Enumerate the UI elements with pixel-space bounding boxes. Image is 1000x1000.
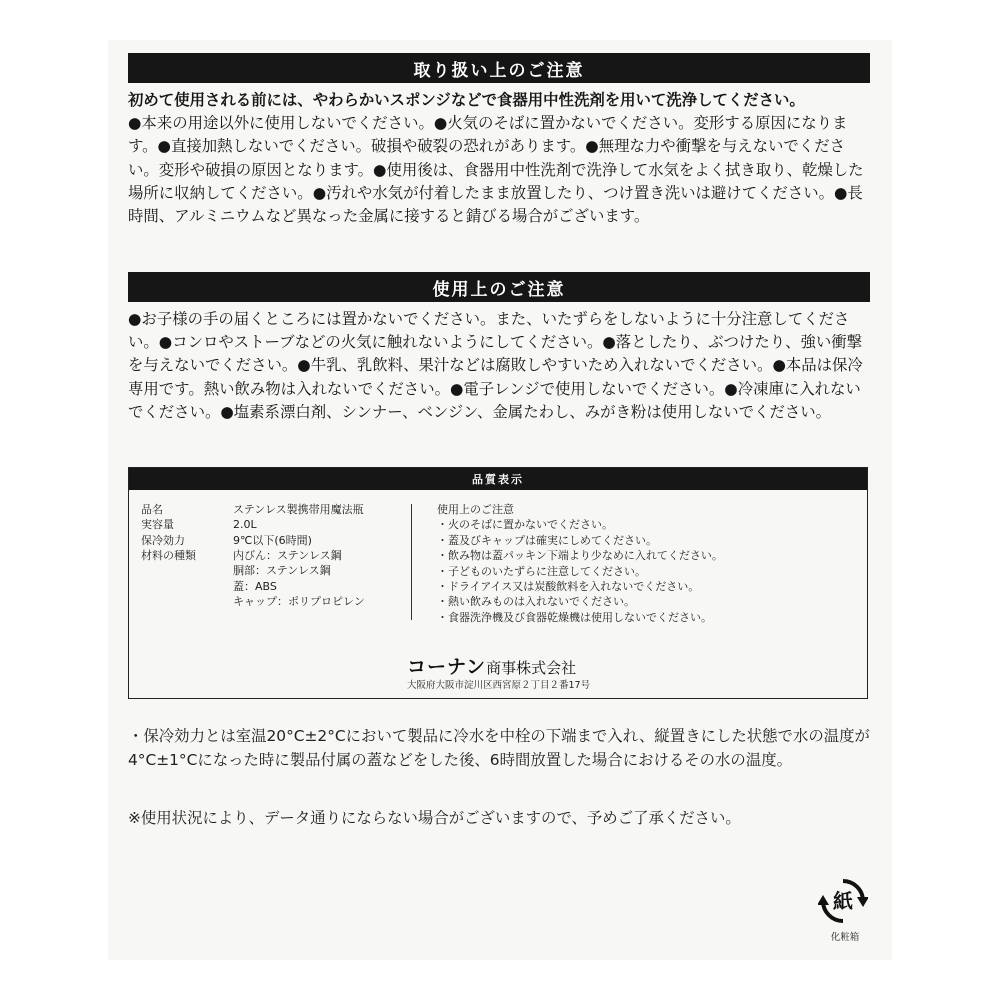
paper-recycle-icon-svg: [818, 876, 868, 926]
spec-value: 胴部：ステンレス鋼: [233, 564, 331, 578]
paper-recycle-icon: [818, 876, 868, 926]
usage-disclaimer-note: ※使用状況により、データ通りにならない場合がございますので、予めご了承ください。: [128, 809, 741, 827]
usage-paragraph: [128, 308, 873, 424]
caution-item: ・食器洗浄機及び食器乾燥機は使用しないでください。: [437, 610, 712, 624]
caution-item: ・子どものいたずらに注意してください。: [437, 564, 646, 578]
spec-value: 9℃以下(6時間): [233, 533, 312, 547]
quality-label-header: [129, 468, 867, 490]
recycle-label: 化粧箱: [830, 932, 860, 943]
caution-item: ・火のそばに置かないでください。: [437, 518, 613, 532]
caution-item: ・蓋及びキャップは確実にしめてください。: [437, 533, 657, 547]
maker-company-suffix: 商事株式会社: [486, 659, 577, 677]
spec-row: [141, 579, 277, 594]
caution-item: ・熱い飲みものは入れないでください。: [437, 595, 635, 609]
quality-cautions-title: 使用上のご注意: [437, 503, 514, 516]
column-divider: [411, 504, 412, 620]
spec-value: キャップ：ポリプロピレン: [233, 594, 365, 608]
quality-label-box: [128, 467, 868, 699]
spec-label: 実容量: [141, 518, 174, 532]
spec-label: 品名: [141, 503, 163, 516]
spec-value: 内びん：ステンレス鋼: [233, 548, 342, 562]
maker-address: 大阪府大阪市淀川区西宮原２丁目２番17号: [407, 680, 591, 691]
spec-label: 保冷効力: [141, 533, 185, 547]
spec-value: 2.0L: [233, 518, 257, 532]
handling-paragraph: [128, 89, 873, 228]
caution-item: ・飲み物は蓋パッキン下端より少なめに入れてください。: [437, 549, 723, 563]
caution-item: ・ドライアイス又は炭酸飲料を入れないでください。: [437, 580, 700, 594]
section-heading-handling-text: 取り扱い上のご注意: [413, 60, 585, 81]
section-heading-usage: [128, 272, 870, 302]
section-heading-handling: [128, 53, 870, 83]
quality-label-title: 品質表示: [472, 473, 524, 486]
recycle-mark-char: 紙: [833, 889, 853, 913]
spec-row: [141, 533, 312, 548]
spec-row: [141, 594, 365, 609]
spec-value: ステンレス製携帯用魔法瓶: [233, 503, 364, 516]
maker-brand: コーナン: [407, 656, 487, 678]
spec-value: 蓋：ABS: [233, 579, 277, 593]
section-heading-usage-text: 使用上のご注意: [432, 279, 566, 300]
quality-cautions: [437, 502, 723, 625]
maker-name: [407, 652, 576, 679]
spec-row: [141, 502, 364, 517]
usage-body-text: ●お子様の手の届くところには置かないでください。また、いたずらをしないように十分注意してください。●コンロやストーブなどの火気に触れないようにしてください。●落としたり、ぶつけたり、強い衝撃を与えないでください。●牛乳、乳飲料、果汁などは腐敗しやすいため入れないでください。●本品は保冷専用です。熱い飲み物は入れないでください。●電子レンジで使用しないでください。●冷凍庫に入れないでください。●塩素系漂白剤、シンナー、ベンジン、金属たわし、みがき粉は使用しないでください。: [128, 310, 863, 421]
handling-body-text: ●本来の用途以外に使用しないでください。●火気のそばに置かないでください。変形する原因になります。●直接加熱しないでください。破損や破裂の恐れがあります。●無理な力や衝撃を与えないでください。変形や破損の原因となります。●使用後は、食器用中性洗剤で洗浄して水気をよく拭き取り、乾燥した場所に収納してください。●汚れや水気が付着したまま放置したり、つけ置き洗いは避けてください。●長時間、アルミニウムなど異なった金属に接すると錆びる場合がございます。: [128, 114, 864, 226]
spec-row: [141, 563, 331, 578]
handling-lead-text: 初めて使用される前には、やわらかいスポンジなどで食器用中性洗剤を用いて洗浄してください。: [128, 91, 805, 109]
spec-label: 材料の種類: [141, 548, 196, 562]
spec-row: [141, 517, 257, 532]
cold-retention-note: ・保冷効力とは室温20°C±2°Cにおいて製品に冷水を中栓の下端まで入れ、縦置きにした状態で水の温度が4°C±1°Cになった時に製品付属の蓋などをした後、6時間放置した場合におけるその水の温度。: [128, 727, 870, 769]
spec-row: [141, 548, 342, 563]
